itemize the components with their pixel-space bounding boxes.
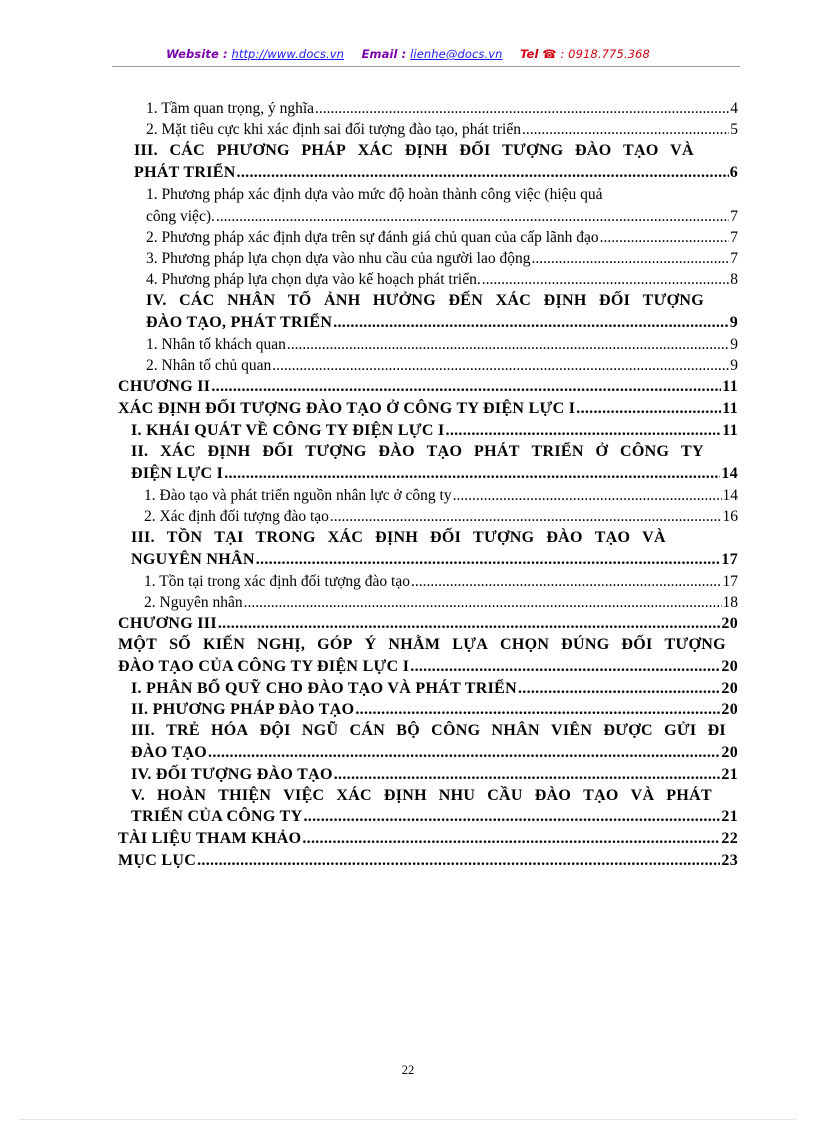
- toc-entry[interactable]: II. PHƯƠNG PHÁP ĐÀO TẠO ..... 20: [131, 701, 738, 719]
- toc-entry[interactable]: MỤC LỤC ..... 23: [118, 852, 738, 870]
- toc-entry-line: IV. CÁC NHÂN TỐ ẢNH HƯỞNG ĐẾN XÁC ĐỊNH ĐỐI TƯỢNG: [146, 292, 704, 309]
- toc-entry-line: III. TRẺ HÓA ĐỘI NGŨ CÁN BỘ CÔNG NHÂN VIÊN ĐƯỢC GỬI ĐI: [131, 722, 726, 739]
- toc-entry[interactable]: 2. Nguyên nhân ..... 18: [144, 594, 738, 612]
- toc-entry[interactable]: NGUYÊN NHÂN ..... 17: [131, 551, 738, 569]
- page-bottom-divider: [20, 1119, 796, 1120]
- toc-entry[interactable]: I. PHÂN BỔ QUỸ CHO ĐÀO TẠO VÀ PHÁT TRIỂN ..... 20: [131, 680, 738, 698]
- toc-entry-line: 1. Phương pháp xác định dựa vào mức độ hoàn thành công việc (hiệu quả: [146, 186, 603, 203]
- page-number: 22: [401, 1063, 415, 1077]
- toc-entry-line: MỘT SỐ KIẾN NGHỊ, GÓP Ý NHẰM LỰA CHỌN ĐÚNG ĐỐI TƯỢNG: [118, 636, 726, 653]
- toc-entry[interactable]: 4. Phương pháp lựa chọn dựa vào kế hoạch phát triển. ..... 8: [146, 271, 738, 289]
- toc-entry[interactable]: CHƯƠNG III ..... 20: [118, 615, 738, 633]
- toc-entry[interactable]: 1. Đào tạo và phát triển nguồn nhân lực ở công ty ..... 14: [144, 487, 738, 505]
- toc-entry[interactable]: 2. Mặt tiêu cực khi xác định sai đối tượng đào tạo, phát triển ..... 5: [146, 121, 738, 139]
- toc-entry[interactable]: XÁC ĐỊNH ĐỐI TƯỢNG ĐÀO TẠO Ở CÔNG TY ĐIỆN LỰC I ..... 11: [118, 400, 738, 418]
- tel-label: Tel: [520, 47, 539, 61]
- toc-entry[interactable]: I. KHÁI QUÁT VỀ CÔNG TY ĐIỆN LỰC I ..... 11: [131, 422, 738, 440]
- toc-entry[interactable]: 2. Nhân tố chủ quan ..... 9: [146, 357, 738, 375]
- toc-entry[interactable]: CHƯƠNG II ..... 11: [118, 378, 738, 396]
- email-link[interactable]: lienhe@docs.vn: [410, 47, 503, 61]
- toc-entry[interactable]: 3. Phương pháp lựa chọn dựa vào nhu cầu của người lao động ..... 7: [146, 250, 738, 268]
- toc-entry-line: III. CÁC PHƯƠNG PHÁP XÁC ĐỊNH ĐỐI TƯỢNG ĐÀO TẠO VÀ: [134, 142, 694, 159]
- tel-value: : 0918.775.368: [560, 47, 650, 61]
- toc-entry-line: V. HOÀN THIỆN VIỆC XÁC ĐỊNH NHU CẦU ĐÀO TẠO VÀ PHÁT: [131, 787, 712, 804]
- toc-entry[interactable]: công việc). ..... 7: [146, 208, 738, 226]
- toc-entry[interactable]: ĐÀO TẠO ..... 20: [131, 744, 738, 762]
- toc-entry[interactable]: ĐÀO TẠO, PHÁT TRIỂN ..... 9: [146, 314, 738, 332]
- phone-icon: ☎: [542, 47, 557, 61]
- toc-entry[interactable]: PHÁT TRIỂN ..... 6: [134, 164, 738, 182]
- toc-entry[interactable]: 1. Nhân tố khách quan ..... 9: [146, 336, 738, 354]
- toc-entry-line: II. XÁC ĐỊNH ĐỐI TƯỢNG ĐÀO TẠO PHÁT TRIỂN Ở CÔNG TY: [131, 443, 704, 460]
- email-label: Email :: [361, 47, 407, 61]
- toc-entry[interactable]: 2. Xác định đối tượng đào tạo ..... 16: [144, 508, 738, 526]
- toc-entry[interactable]: 1. Tầm quan trọng, ý nghĩa ..... 4: [146, 100, 738, 118]
- toc-entry[interactable]: ĐIỆN LỰC I ..... 14: [131, 465, 738, 483]
- toc-entry[interactable]: 1. Tồn tại trong xác định đối tượng đào tạo ..... 17: [144, 573, 738, 591]
- toc-entry[interactable]: TÀI LIỆU THAM KHẢO ..... 22: [118, 830, 738, 848]
- toc-entry[interactable]: 2. Phương pháp xác định dựa trên sự đánh giá chủ quan của cấp lãnh đạo ..... 7: [146, 229, 738, 247]
- toc-entry-line: III. TỒN TẠI TRONG XÁC ĐỊNH ĐỐI TƯỢNG ĐÀO TẠO VÀ: [131, 529, 666, 546]
- website-label: Website :: [166, 47, 228, 61]
- toc-entry[interactable]: IV. ĐỐI TƯỢNG ĐÀO TẠO ..... 21: [131, 766, 738, 784]
- toc-entry[interactable]: TRIỂN CỦA CÔNG TY ..... 21: [131, 808, 738, 826]
- website-link[interactable]: http://www.docs.vn: [231, 47, 345, 61]
- toc-entry[interactable]: ĐÀO TẠO CỦA CÔNG TY ĐIỆN LỰC I ..... 20: [118, 658, 738, 676]
